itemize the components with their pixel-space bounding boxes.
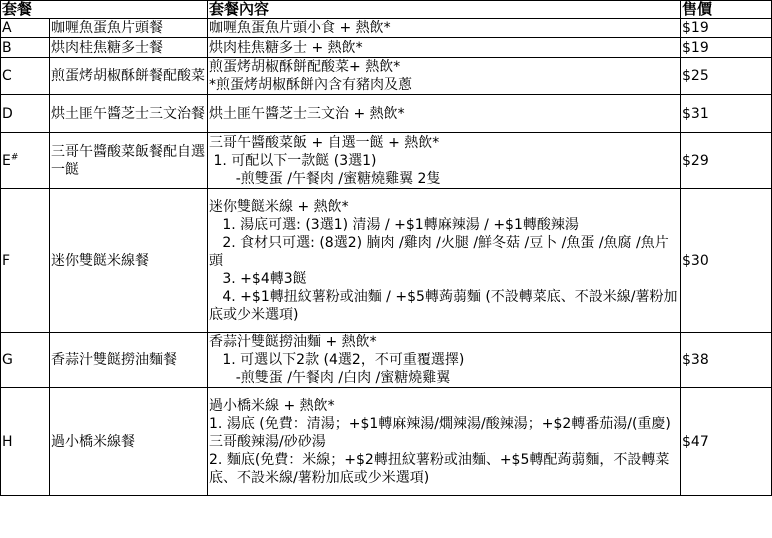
set-content-line: 1. 湯底可選: (3選1) 清湯 / +$1轉麻辣湯 / +$1轉酸辣湯 (209, 216, 579, 233)
header-content: 套餐內容 (208, 1, 681, 19)
table-row (1, 19, 772, 38)
set-content (208, 19, 681, 38)
set-code-text: B (2, 39, 12, 56)
set-content-line: 煎蛋烤胡椒酥餅配酸菜+ 熱飲* (209, 59, 401, 75)
set-code-text: H (2, 433, 13, 450)
table-row (1, 38, 772, 58)
set-price: $19 (681, 19, 772, 38)
set-code-text: C (2, 68, 12, 84)
set-content-line: 香蒜汁雙餸撈油麵 + 熱飲* (209, 334, 377, 350)
set-price: $38 (681, 333, 772, 388)
set-code (1, 189, 50, 333)
set-content-line: 咖喱魚蛋魚片頭小食 + 熱飲* (209, 20, 391, 36)
set-name: 烘土匪午醬芝士三文治餐 (50, 95, 208, 133)
set-content (208, 388, 681, 496)
header-price: 售價 (681, 1, 772, 19)
set-name: 咖喱魚蛋魚片頭餐 (50, 19, 208, 38)
set-name: 過小橋米線餐 (50, 388, 208, 496)
set-price: $30 (681, 189, 772, 333)
set-content (208, 95, 681, 133)
set-content-line: 1. 可配以下一款餸 (3選1) (209, 152, 377, 169)
set-code (1, 19, 50, 38)
header-row (1, 1, 772, 19)
set-name: 迷你雙餸米線餐 (50, 189, 208, 333)
table-row (1, 58, 772, 95)
set-price: $29 (681, 133, 772, 189)
set-content-line: 1. 湯底 (免費：清湯；+$1轉麻辣湯/燗辣湯/酸辣湯；+$2轉番茄湯/(重慶)三哥酸辣湯/砂砂湯 (209, 415, 671, 450)
set-content-line: 4. +$1轉扭紋薯粉或油麵 / +$5轉蒟蒻麵 (不設轉菜底、不設米線/薯粉加底或少米選項) (209, 288, 678, 323)
set-code (1, 388, 50, 496)
set-content-line: *煎蛋烤胡椒酥餅內含有豬肉及蔥 (209, 77, 413, 93)
table-row (1, 333, 772, 388)
set-content-line: 三哥午醬酸菜飯 + 自選一餸 + 熱飲* (209, 134, 440, 151)
set-content-line: 迷你雙餸米線 + 熱飲* (209, 198, 349, 215)
set-content (208, 333, 681, 388)
set-content-line: -煎雙蛋 /午餐肉 /蜜糖燒雞翼 2隻 (209, 170, 441, 187)
set-code-text: D (2, 105, 13, 122)
table-row (1, 133, 772, 189)
set-content (208, 38, 681, 58)
set-content-line: 烘土匪午醬芝士三文治 + 熱飲* (209, 105, 405, 122)
set-name: 三哥午醬酸菜飯餐配自選一餸 (50, 133, 208, 189)
set-code-mark: # (10, 151, 19, 162)
header-set: 套餐 (1, 1, 208, 19)
table-row (1, 95, 772, 133)
set-content (208, 58, 681, 95)
set-content-line: 2. 食材只可選: (8選2) 腩肉 /雞肉 /火腿 /鮮冬菇 /豆卜 /魚蛋 /魚腐 /魚片頭 (209, 234, 669, 269)
table-row (1, 189, 772, 333)
set-code-text: A (2, 20, 12, 36)
set-price: $19 (681, 38, 772, 58)
set-code (1, 133, 50, 189)
set-code (1, 38, 50, 58)
set-name: 香蒜汁雙餸撈油麵餐 (50, 333, 208, 388)
set-content (208, 189, 681, 333)
set-price: $47 (681, 388, 772, 496)
set-content-line: 烘肉桂焦糖多士 + 熱飲* (209, 39, 363, 56)
set-content-line: 1. 可選以下2款 (4選2，不可重覆選擇) (209, 352, 465, 368)
set-name: 烘肉桂焦糖多士餐 (50, 38, 208, 58)
set-price: $31 (681, 95, 772, 133)
set-code-text: E (2, 152, 11, 169)
set-price: $25 (681, 58, 772, 95)
set-code-text: G (2, 352, 13, 368)
set-code-text: F (2, 252, 11, 269)
table-row (1, 388, 772, 496)
set-content-line: 3. +$4轉3餸 (209, 270, 307, 287)
set-code (1, 95, 50, 133)
set-code (1, 58, 50, 95)
set-content (208, 133, 681, 189)
set-content-line: -煎雙蛋 /午餐肉 /白肉 /蜜糖燒雞翼 (209, 370, 451, 386)
set-name: 煎蛋烤胡椒酥餅餐配酸菜 (50, 58, 208, 95)
set-content-line: 2. 麵底(免費：米線；+$2轉扭紋薯粉或油麵、+$5轉配蒟蒻麵，不設轉菜底、不設米線/薯粉加底或少米選項) (209, 451, 670, 486)
set-content-line: 過小橋米線 + 熱飲* (209, 397, 335, 414)
set-code (1, 333, 50, 388)
